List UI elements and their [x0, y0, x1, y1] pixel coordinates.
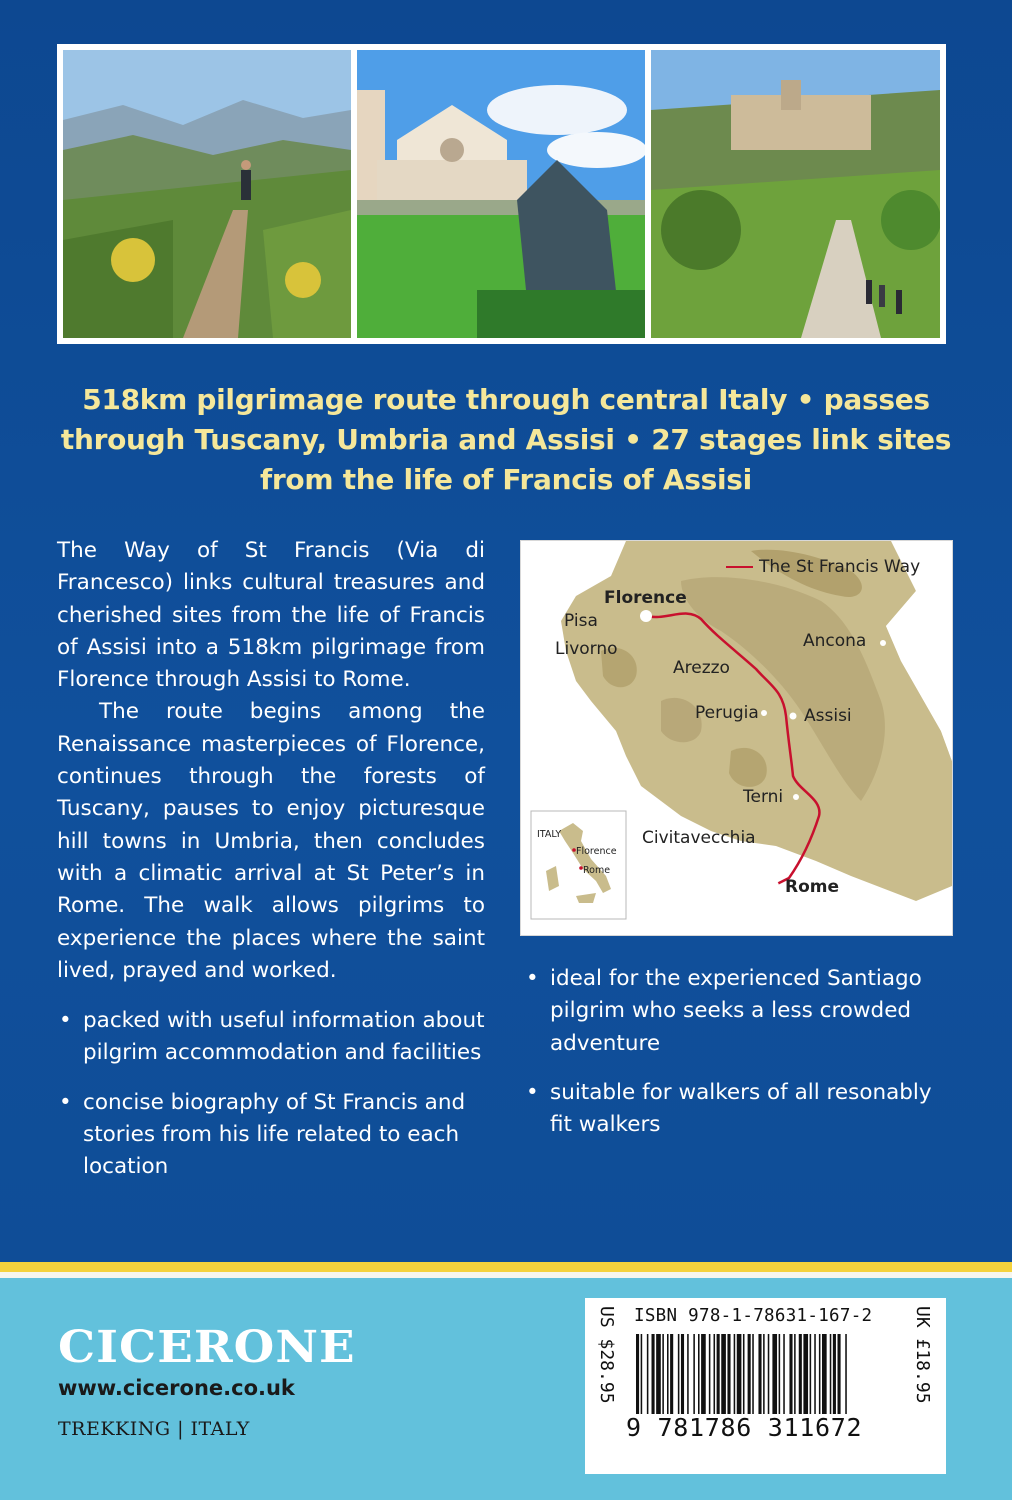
city-dot-ancona — [880, 640, 886, 646]
city-dot-terni — [793, 794, 799, 800]
city-label-pisa: Pisa — [564, 611, 598, 631]
barcode-bars — [636, 1334, 904, 1414]
intro-paragraph-1: The Way of St Francis (Via di Francesco) links cultural treasures and cherished sites from the life of Francis of Assisi into a 518km pilgrimage from Florence through Assisi to Rome. — [57, 538, 485, 693]
city-dot-perugia — [761, 710, 767, 716]
list-item: • concise biography of St Francis and stories from his life related to each location — [57, 1087, 487, 1184]
city-dot-assisi — [790, 713, 797, 720]
city-label-livorno: Livorno — [555, 639, 618, 659]
list-item: • packed with useful information about pilgrim accommodation and facilities — [57, 1005, 487, 1070]
intro-text — [57, 535, 485, 987]
book-category: TREKKING | ITALY — [58, 1418, 250, 1440]
yellow-stripe — [0, 1262, 1012, 1272]
publisher-logo — [58, 1322, 356, 1373]
inset-label-rome: Rome — [583, 865, 611, 876]
feature-list-right — [524, 963, 954, 1158]
price-uk: UK £18.95 — [912, 1306, 933, 1404]
inset-label-italy: ITALY — [537, 829, 562, 840]
city-dot-rome — [767, 880, 779, 892]
photo-strip — [57, 44, 946, 344]
city-label-terni: Terni — [743, 787, 784, 807]
city-label-rome: Rome — [785, 877, 840, 897]
inset-label-florence: Florence — [576, 846, 617, 857]
city-label-civitavecchia: Civitavecchia — [642, 828, 756, 848]
city-dot-civitavecchia — [698, 853, 704, 859]
photo-assisi-basilica — [357, 50, 645, 338]
city-label-ancona: Ancona — [803, 631, 867, 651]
legend-label: The St Francis Way — [759, 557, 921, 577]
inset-map — [531, 811, 626, 919]
publisher-url: www.cicerone.co.uk — [58, 1376, 295, 1400]
tagline-line-1: 518km pilgrimage route through central Italy • passes — [82, 383, 930, 416]
ean-number: 9 781786 311672 — [626, 1413, 863, 1442]
list-item: • suitable for walkers of all resonably fit walkers — [524, 1077, 954, 1142]
price-us: US $28.95 — [596, 1306, 617, 1404]
intro-paragraph-2: The route begins among the Renaissance masterpieces of Florence, continues through the forests of Tuscany, pauses to enjoy picturesque hill towns in Umbria, then concludes with a climatic arrival at St Peter’s in Rome. The walk allows pilgrims to experience the places where the saint lived, prayed and worked. — [57, 699, 485, 983]
city-dot-livorno — [542, 646, 548, 652]
city-label-perugia: Perugia — [695, 703, 759, 723]
tagline — [60, 380, 952, 500]
city-label-arezzo: Arezzo — [673, 658, 730, 678]
route-map — [520, 540, 953, 936]
tagline-line-2: through Tuscany, Umbria and Assisi • 27 stages link sites — [60, 423, 952, 456]
photo-hiker-on-trail — [63, 50, 351, 338]
publisher-logo-text: CICERONE — [58, 1322, 356, 1373]
city-label-florence: Florence — [604, 588, 687, 608]
isbn-text: ISBN 978-1-78631-167-2 — [634, 1306, 873, 1326]
list-item: • ideal for the experienced Santiago pilgrim who seeks a less crowded adventure — [524, 963, 954, 1060]
photo-hill-town-walkers — [651, 50, 940, 338]
feature-list-left — [57, 1005, 487, 1200]
tagline-line-3: from the life of Francis of Assisi — [260, 463, 752, 496]
city-dot-pisa — [551, 618, 557, 624]
city-label-assisi: Assisi — [804, 706, 852, 726]
city-dot-florence — [640, 610, 652, 622]
